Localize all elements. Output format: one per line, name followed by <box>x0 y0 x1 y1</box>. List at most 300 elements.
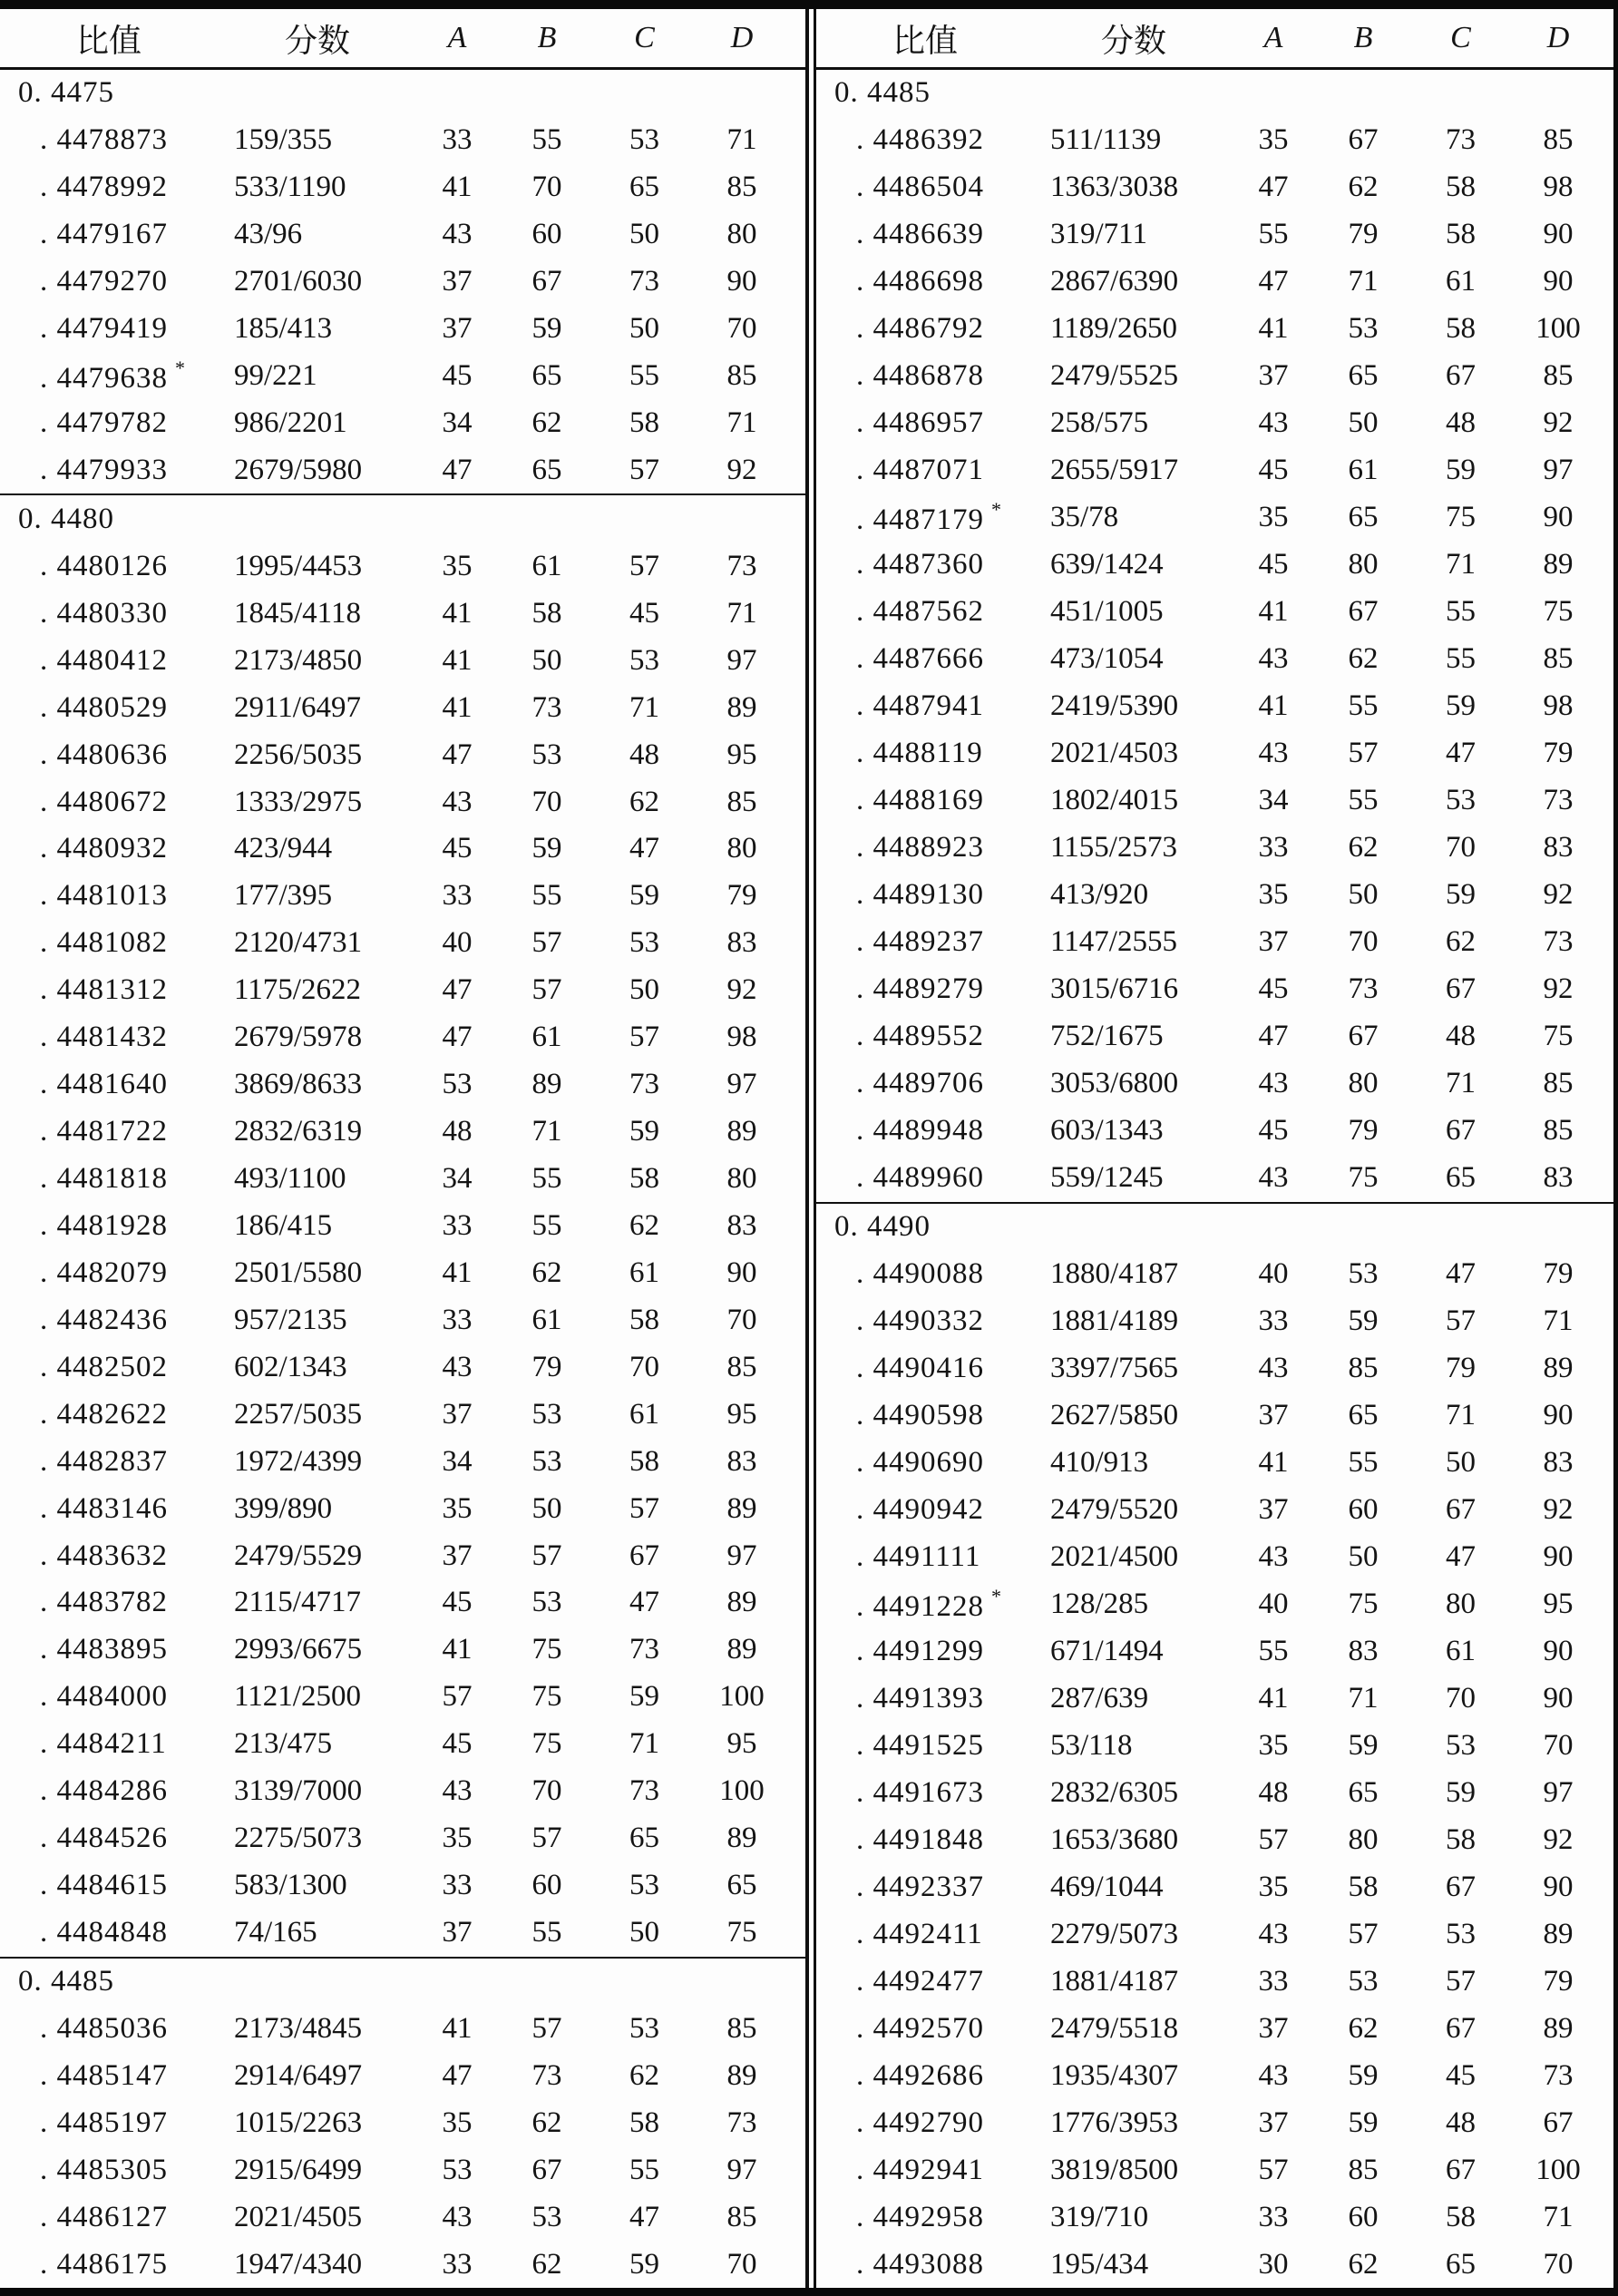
table-row <box>816 306 1613 353</box>
value-d-cell: 71 <box>726 123 757 157</box>
fraction-cell: 2419/5390 <box>1050 689 1179 723</box>
value-b-cell: 80 <box>1348 1822 1379 1856</box>
value-d-cell: 92 <box>726 453 757 486</box>
value-a-cell: 41 <box>442 643 473 677</box>
fraction-cell: 319/710 <box>1050 2200 1149 2233</box>
value-c-cell: 48 <box>1446 406 1476 440</box>
value-d-cell: 92 <box>726 973 757 1007</box>
fraction-cell: 1175/2622 <box>234 973 361 1007</box>
value-b-cell: 50 <box>1348 878 1379 912</box>
asterisk-marker: * <box>175 357 186 380</box>
value-c-cell: 47 <box>1446 1540 1476 1573</box>
ratio-cell <box>816 1304 1034 1338</box>
table-row <box>816 1392 1613 1440</box>
fraction-cell: 2021/4505 <box>234 2200 363 2233</box>
value-c-cell: 73 <box>1446 123 1476 157</box>
value-c-cell: 57 <box>1446 1304 1476 1338</box>
value-c-cell: 48 <box>1446 1020 1476 1053</box>
fraction-cell: 128/285 <box>1050 1587 1149 1620</box>
ratio-cell <box>816 406 1034 440</box>
ratio-value: . 4486639 <box>856 218 984 251</box>
ratio-value: . 4486792 <box>856 312 984 346</box>
table-row <box>816 2052 1613 2099</box>
value-d-cell: 85 <box>726 2011 757 2045</box>
value-a-cell: 41 <box>1258 1681 1289 1715</box>
value-b-cell: 67 <box>1348 595 1379 629</box>
value-b-cell: 55 <box>531 1916 562 1949</box>
section-label: 0. 4485 <box>18 1964 114 1998</box>
ratio-value: . 4490598 <box>856 1399 984 1432</box>
ratio-value: . 4478992 <box>40 171 168 204</box>
ratio-cell <box>816 1352 1034 1385</box>
table-row <box>816 494 1613 542</box>
value-d-cell: 79 <box>1543 1964 1574 1998</box>
ratio-cell <box>0 2201 218 2234</box>
ratio-cell <box>816 218 1034 251</box>
ratio-value: . 4481722 <box>40 1115 168 1148</box>
ratio-value: . 4492958 <box>856 2200 984 2233</box>
value-b-cell: 55 <box>531 879 562 913</box>
table-row <box>0 1627 805 1674</box>
fraction-cell: 2021/4500 <box>1050 1540 1179 1573</box>
value-d-cell: 79 <box>726 879 757 913</box>
table-row <box>816 542 1613 589</box>
table-row <box>816 1013 1613 1060</box>
ratio-cell <box>816 359 1034 393</box>
table-row <box>816 1627 1613 1675</box>
value-b-cell: 79 <box>531 1350 562 1383</box>
fraction-cell: 1972/4399 <box>234 1444 363 1478</box>
ratio-cell <box>0 1304 218 1337</box>
ratio-value: . 4480672 <box>40 785 168 818</box>
ratio-value: . 4489552 <box>856 1020 984 1053</box>
ratio-value: . 4481818 <box>40 1162 168 1196</box>
value-d-cell: 98 <box>1543 171 1574 204</box>
value-a-cell: 45 <box>442 1586 473 1619</box>
table-row <box>0 2193 805 2241</box>
value-b-cell: 71 <box>1348 1681 1379 1715</box>
ratio-value: . 4480412 <box>40 643 168 677</box>
fraction-cell: 258/575 <box>1050 406 1149 440</box>
table-row <box>816 872 1613 919</box>
ratio-cell <box>816 454 1034 487</box>
value-a-cell: 34 <box>442 1444 473 1478</box>
table-row <box>0 542 805 590</box>
ratio-cell <box>0 597 218 630</box>
table-row <box>0 306 805 353</box>
value-b-cell: 62 <box>531 1255 562 1289</box>
fraction-cell: 423/944 <box>234 832 333 865</box>
value-c-cell: 67 <box>1446 1493 1476 1527</box>
ratio-cell <box>0 2059 218 2093</box>
value-b-cell: 70 <box>1348 925 1379 959</box>
value-a-cell: 45 <box>1258 972 1289 1006</box>
value-d-cell: 65 <box>726 1869 757 1902</box>
value-a-cell: 47 <box>442 2058 473 2092</box>
fraction-cell: 2279/5073 <box>1050 1917 1179 1950</box>
value-a-cell: 37 <box>442 1539 473 1572</box>
value-c-cell: 48 <box>629 738 659 771</box>
value-c-cell: 55 <box>1446 595 1476 629</box>
ratio-cell <box>0 691 218 725</box>
ratio-value: . 4482436 <box>40 1303 168 1336</box>
value-a-cell: 35 <box>442 1822 473 1855</box>
fraction-cell: 2479/5525 <box>1050 359 1179 393</box>
value-d-cell: 89 <box>726 1633 757 1666</box>
fraction-cell: 53/118 <box>1050 1728 1133 1762</box>
fraction-cell: 3015/6716 <box>1050 972 1179 1006</box>
value-c-cell: 57 <box>629 549 659 582</box>
value-a-cell: 33 <box>442 123 473 157</box>
value-d-cell: 90 <box>1543 1870 1574 1903</box>
value-b-cell: 59 <box>531 832 562 865</box>
ratio-cell <box>0 312 218 346</box>
fraction-cell: 1121/2500 <box>234 1680 361 1714</box>
value-d-cell: 80 <box>726 832 757 865</box>
value-b-cell: 65 <box>1348 501 1379 534</box>
fraction-cell: 2120/4731 <box>234 926 363 960</box>
value-b-cell: 80 <box>1348 1067 1379 1100</box>
value-b-cell: 80 <box>1348 548 1379 581</box>
value-b-cell: 65 <box>1348 359 1379 393</box>
ratio-cell <box>816 548 1034 581</box>
table-row <box>816 1108 1613 1155</box>
value-b-cell: 59 <box>1348 1304 1379 1338</box>
column-header-ratio: 比值 <box>892 22 958 59</box>
ratio-value: . 4493088 <box>856 2247 984 2281</box>
value-d-cell: 90 <box>1543 501 1574 534</box>
value-c-cell: 67 <box>1446 1870 1476 1903</box>
value-c-cell: 45 <box>1446 2058 1476 2092</box>
table-row <box>0 1721 805 1768</box>
table-row <box>0 2099 805 2146</box>
value-d-cell: 97 <box>726 1068 757 1101</box>
ratio-value: . 4486392 <box>856 123 984 157</box>
ratio-cell <box>0 786 218 819</box>
value-b-cell: 75 <box>531 1727 562 1761</box>
value-d-cell: 92 <box>1543 972 1574 1006</box>
value-c-cell: 53 <box>1446 1917 1476 1950</box>
ratio-value: . 4488119 <box>856 737 983 770</box>
value-a-cell: 45 <box>1258 548 1289 581</box>
value-c-cell: 67 <box>1446 2153 1476 2186</box>
ratio-value: . 4479933 <box>40 453 168 486</box>
value-a-cell: 33 <box>1258 1304 1289 1338</box>
value-a-cell: 47 <box>1258 265 1289 298</box>
ratio-value: . 4483895 <box>40 1633 168 1666</box>
ratio-cell <box>816 2106 1034 2140</box>
value-a-cell: 57 <box>1258 1822 1289 1856</box>
table-row <box>0 1061 805 1109</box>
ratio-value: . 4490416 <box>856 1352 984 1385</box>
fraction-cell: 2679/5980 <box>234 453 363 486</box>
value-c-cell: 53 <box>629 123 659 157</box>
value-a-cell: 37 <box>442 265 473 298</box>
value-a-cell: 33 <box>442 1303 473 1336</box>
value-d-cell: 79 <box>1543 737 1574 770</box>
value-a-cell: 37 <box>1258 2011 1289 2045</box>
ratio-value: . 4484211 <box>40 1727 167 1761</box>
value-b-cell: 62 <box>1348 642 1379 676</box>
value-d-cell: 89 <box>726 1491 757 1525</box>
value-b-cell: 61 <box>1348 454 1379 487</box>
ratio-value: . 4479167 <box>40 218 168 251</box>
fraction-cell: 2867/6390 <box>1050 265 1179 298</box>
value-d-cell: 90 <box>726 265 757 298</box>
table-row <box>816 259 1613 306</box>
value-c-cell: 59 <box>1446 689 1476 723</box>
value-b-cell: 62 <box>531 2105 562 2139</box>
value-b-cell: 73 <box>531 2058 562 2092</box>
ratio-value: . 4490690 <box>856 1446 984 1480</box>
value-c-cell: 50 <box>629 1916 659 1949</box>
ratio-value: . 4481432 <box>40 1021 168 1054</box>
value-c-cell: 58 <box>629 1444 659 1478</box>
ratio-cell <box>0 550 218 583</box>
value-b-cell: 50 <box>531 1491 562 1525</box>
value-c-cell: 47 <box>629 2200 659 2233</box>
ratio-value: . 4482502 <box>40 1350 168 1383</box>
value-b-cell: 61 <box>531 549 562 582</box>
ratio-cell <box>0 1916 218 1949</box>
ratio-value: . 4492686 <box>856 2058 984 2092</box>
value-d-cell: 70 <box>1543 1728 1574 1762</box>
ratio-cell <box>816 595 1034 629</box>
value-b-cell: 67 <box>1348 123 1379 157</box>
value-a-cell: 41 <box>442 2011 473 2045</box>
value-a-cell: 37 <box>1258 359 1289 393</box>
value-b-cell: 79 <box>1348 1114 1379 1148</box>
value-d-cell: 89 <box>1543 1917 1574 1950</box>
value-d-cell: 97 <box>726 1539 757 1572</box>
value-d-cell: 97 <box>1543 454 1574 487</box>
ratio-value: . 4487562 <box>856 595 984 629</box>
table-right-half <box>814 9 1613 2288</box>
ratio-value: . 4488923 <box>856 831 984 865</box>
value-a-cell: 43 <box>1258 2058 1289 2092</box>
value-a-cell: 57 <box>1258 2153 1289 2186</box>
fraction-cell: 986/2201 <box>234 406 347 440</box>
value-a-cell: 45 <box>1258 1114 1289 1148</box>
ratio-value: . 4492337 <box>856 1870 984 1903</box>
fraction-cell: 1845/4118 <box>234 596 361 630</box>
value-d-cell: 75 <box>1543 595 1574 629</box>
value-d-cell: 85 <box>726 1350 757 1383</box>
value-b-cell: 60 <box>1348 2200 1379 2233</box>
ratio-cell <box>0 926 218 960</box>
value-c-cell: 62 <box>629 1208 659 1242</box>
value-a-cell: 47 <box>442 973 473 1007</box>
value-b-cell: 83 <box>1348 1634 1379 1667</box>
value-c-cell: 80 <box>1446 1587 1476 1620</box>
value-c-cell: 47 <box>1446 737 1476 770</box>
value-a-cell: 43 <box>1258 406 1289 440</box>
fraction-cell: 186/415 <box>234 1208 333 1242</box>
value-b-cell: 55 <box>1348 689 1379 723</box>
ratio-value: . 4492790 <box>856 2105 984 2139</box>
value-c-cell: 58 <box>629 406 659 440</box>
value-d-cell: 80 <box>726 1162 757 1196</box>
value-a-cell: 33 <box>1258 1964 1289 1998</box>
value-b-cell: 58 <box>1348 1870 1379 1903</box>
asterisk-marker: * <box>991 498 1002 522</box>
table-row <box>816 919 1613 966</box>
ratio-cell <box>816 1446 1034 1480</box>
value-d-cell: 90 <box>1543 1540 1574 1573</box>
ratio-value: . 4482622 <box>40 1397 168 1431</box>
asterisk-marker: * <box>991 1584 1002 1607</box>
ratio-value: . 4485305 <box>40 2153 168 2186</box>
table-row <box>0 778 805 826</box>
value-b-cell: 73 <box>531 690 562 724</box>
value-a-cell: 43 <box>1258 1067 1289 1100</box>
ratio-cell <box>0 1633 218 1666</box>
value-b-cell: 65 <box>531 453 562 486</box>
value-c-cell: 67 <box>629 1539 659 1572</box>
ratio-value: . 4486127 <box>40 2200 168 2233</box>
value-d-cell: 97 <box>726 2153 757 2186</box>
ratio-cell <box>0 1162 218 1196</box>
ratio-cell <box>0 1680 218 1714</box>
ratio-value: . 4492941 <box>856 2153 984 2186</box>
value-a-cell: 43 <box>442 1774 473 1808</box>
table-row <box>0 2005 805 2052</box>
fraction-cell: 602/1343 <box>234 1350 347 1383</box>
ratio-value: . 4489948 <box>856 1114 984 1148</box>
value-c-cell: 70 <box>1446 831 1476 865</box>
table-row <box>0 1014 805 1061</box>
section-label: 0. 4480 <box>18 502 114 535</box>
value-d-cell: 80 <box>726 218 757 251</box>
value-a-cell: 43 <box>1258 1917 1289 1950</box>
value-a-cell: 43 <box>1258 1352 1289 1385</box>
value-c-cell: 71 <box>629 690 659 724</box>
value-b-cell: 57 <box>1348 1917 1379 1950</box>
ratio-value: . 4489237 <box>856 925 984 959</box>
value-d-cell: 85 <box>1543 359 1574 393</box>
value-d-cell: 85 <box>1543 1114 1574 1148</box>
value-c-cell: 45 <box>629 596 659 630</box>
ratio-value: . 4479782 <box>40 406 168 440</box>
value-c-cell: 70 <box>629 1350 659 1383</box>
ratio-cell <box>816 1823 1034 1857</box>
fraction-cell: 1881/4189 <box>1050 1304 1179 1338</box>
value-b-cell: 58 <box>531 596 562 630</box>
value-c-cell: 50 <box>629 218 659 251</box>
ratio-cell <box>0 2106 218 2140</box>
ratio-cell <box>816 1682 1034 1715</box>
fraction-cell: 511/1139 <box>1050 123 1162 157</box>
value-a-cell: 43 <box>442 1350 473 1383</box>
ratio-value: . 4480932 <box>40 832 168 865</box>
value-c-cell: 59 <box>1446 1775 1476 1809</box>
column-header-b: B <box>537 21 557 54</box>
ratio-cell <box>0 973 218 1007</box>
value-b-cell: 59 <box>1348 2105 1379 2139</box>
ratio-value: . 4485036 <box>40 2011 168 2045</box>
table-row <box>0 637 805 684</box>
table-body-right <box>816 70 1613 2288</box>
value-c-cell: 71 <box>629 1727 659 1761</box>
value-b-cell: 50 <box>1348 1540 1379 1573</box>
column-header-fraction: 分数 <box>284 22 350 59</box>
table-row <box>816 966 1613 1013</box>
fraction-cell: 1881/4187 <box>1050 1964 1179 1998</box>
value-d-cell: 90 <box>1543 265 1574 298</box>
ratio-value: . 4486698 <box>856 265 984 298</box>
fraction-cell: 2627/5850 <box>1050 1399 1179 1432</box>
table-row <box>0 1156 805 1203</box>
value-b-cell: 50 <box>1348 406 1379 440</box>
table-left-half <box>0 9 809 2288</box>
value-d-cell: 90 <box>1543 1399 1574 1432</box>
value-c-cell: 48 <box>1446 2105 1476 2139</box>
ratio-value: . 4492411 <box>856 1917 983 1950</box>
value-a-cell: 35 <box>1258 123 1289 157</box>
table-row <box>0 826 805 873</box>
fraction-cell: 99/221 <box>234 359 317 393</box>
value-a-cell: 43 <box>1258 642 1289 676</box>
ratio-cell <box>0 1115 218 1148</box>
value-d-cell: 97 <box>726 643 757 677</box>
fraction-cell: 639/1424 <box>1050 548 1164 581</box>
ratio-value: . 4491393 <box>856 1681 984 1715</box>
value-d-cell: 92 <box>1543 1822 1574 1856</box>
ratio-cell <box>0 1774 218 1808</box>
value-a-cell: 55 <box>1258 1634 1289 1667</box>
table-row <box>0 1391 805 1438</box>
value-b-cell: 75 <box>531 1633 562 1666</box>
value-b-cell: 62 <box>531 406 562 440</box>
ratio-value: . 4490332 <box>856 1304 984 1338</box>
value-d-cell: 83 <box>726 1444 757 1478</box>
ratio-cell <box>816 1257 1034 1291</box>
ratio-cell <box>816 265 1034 298</box>
ratio-cell <box>816 2012 1034 2046</box>
ratio-cell <box>816 737 1034 770</box>
value-c-cell: 53 <box>629 1869 659 1902</box>
fraction-cell: 957/2135 <box>234 1303 347 1336</box>
ratio-cell <box>0 1822 218 1855</box>
ratio-cell <box>0 265 218 298</box>
table-row <box>0 1815 805 1862</box>
ratio-value: . 4480636 <box>40 738 168 771</box>
ratio-cell <box>816 1776 1034 1810</box>
ratio-value: . 4486175 <box>40 2247 168 2281</box>
section-header-row <box>0 493 805 542</box>
ratio-cell <box>816 1729 1034 1763</box>
table-row <box>816 1722 1613 1769</box>
ratio-value: . 4487179 <box>856 503 984 537</box>
section-header-row <box>0 70 805 117</box>
value-d-cell: 70 <box>1543 2247 1574 2281</box>
table-row <box>0 590 805 637</box>
value-d-cell: 85 <box>726 2200 757 2233</box>
value-b-cell: 67 <box>531 2153 562 2186</box>
column-header-a: A <box>447 21 467 54</box>
fraction-cell: 752/1675 <box>1050 1020 1164 1053</box>
section-label: 0. 4485 <box>834 76 931 110</box>
ratio-value: . 4481640 <box>40 1068 168 1101</box>
ratio-value: . 4483782 <box>40 1586 168 1619</box>
ratio-cell <box>0 1256 218 1290</box>
fraction-cell: 2914/6497 <box>234 2058 363 2092</box>
ratio-cell <box>816 925 1034 959</box>
value-b-cell: 62 <box>1348 2247 1379 2281</box>
ratio-value: . 4479419 <box>40 312 168 346</box>
fraction-cell: 3139/7000 <box>234 1774 363 1808</box>
value-c-cell: 71 <box>1446 1399 1476 1432</box>
